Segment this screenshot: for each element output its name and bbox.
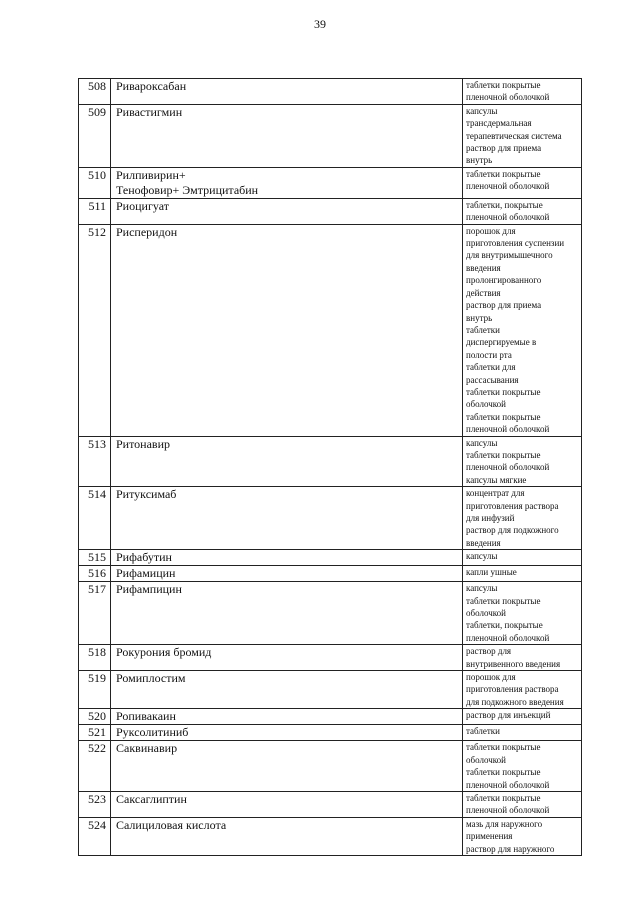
- dosage-form-cell: [463, 79, 582, 105]
- drug-name-line: Саквинавир: [116, 741, 178, 756]
- dosage-form-cell: [463, 224, 582, 436]
- dosage-form-line: таблетки: [466, 324, 501, 335]
- dosage-form-cell: [463, 487, 582, 550]
- dosage-form-line: таблетки покрытые: [466, 386, 541, 397]
- dosage-form-cell: [463, 817, 582, 855]
- dosage-form-cell: [463, 566, 582, 582]
- dosage-form-line: действия: [466, 287, 501, 298]
- drug-name-cell: [111, 791, 463, 817]
- drug-name-cell: [111, 79, 463, 105]
- dosage-form-cell: [463, 104, 582, 167]
- dosage-form-line: диспергируемые в: [466, 337, 537, 348]
- dosage-form-line: капсулы: [466, 583, 498, 594]
- drug-name-line: Ривастигмин: [116, 104, 183, 119]
- table-row: [79, 791, 582, 817]
- dosage-form-cell: [463, 791, 582, 817]
- dosage-form-line: раствор для приема: [466, 300, 542, 311]
- row-number: 521: [79, 725, 111, 741]
- table-row: [79, 741, 582, 792]
- drug-name-line: Рифамицин: [116, 566, 176, 581]
- dosage-form-line: пленочной оболочкой: [466, 779, 550, 790]
- dosage-form-line: пленочной оболочкой: [466, 212, 550, 223]
- dosage-form-cell: [463, 198, 582, 224]
- drug-name-line: Ритуксимаб: [116, 487, 177, 502]
- dosage-form-line: таблетки: [466, 726, 501, 737]
- drug-name-line: Рисперидон: [116, 224, 178, 239]
- dosage-form-line: введения: [466, 537, 501, 548]
- dosage-form-cell: [463, 167, 582, 198]
- row-number: 508: [79, 79, 111, 105]
- dosage-form-cell: [463, 709, 582, 725]
- dosage-form-cell: [463, 582, 582, 645]
- dosage-form-line: раствор для наружного: [466, 843, 555, 854]
- dosage-form-line: для подкожного введения: [466, 696, 564, 707]
- dosage-form-line: приготовления суспензии: [466, 238, 565, 249]
- row-number: 510: [79, 167, 111, 198]
- dosage-form-line: пленочной оболочкой: [466, 632, 550, 643]
- dosage-form-line: таблетки, покрытые: [466, 199, 543, 210]
- drug-table-body: [79, 79, 582, 856]
- drug-name-line: Саксаглиптин: [116, 791, 187, 806]
- drug-name-line: Рифабутин: [116, 550, 172, 565]
- dosage-form-line: для внутримышечного: [466, 250, 553, 261]
- dosage-form-cell: [463, 671, 582, 709]
- dosage-form-cell: [463, 645, 582, 671]
- drug-name-cell: [111, 725, 463, 741]
- dosage-form-line: терапевтическая система: [466, 130, 562, 141]
- dosage-form-line: капсулы: [466, 437, 498, 448]
- drug-name-line: Тенофовир+ Эмтрицитабин: [116, 182, 259, 197]
- table-row: [79, 79, 582, 105]
- drug-table: [78, 78, 582, 856]
- drug-name-cell: [111, 741, 463, 792]
- dosage-form-cell: [463, 436, 582, 487]
- dosage-form-line: раствор для подкожного: [466, 525, 559, 536]
- row-number: 512: [79, 224, 111, 436]
- dosage-form-line: таблетки для: [466, 362, 516, 373]
- dosage-form-line: таблетки покрытые: [466, 742, 541, 753]
- drug-name-cell: [111, 224, 463, 436]
- table-row: [79, 566, 582, 582]
- dosage-form-line: оболочкой: [466, 399, 506, 410]
- dosage-form-line: раствор для: [466, 646, 512, 657]
- row-number: 513: [79, 436, 111, 487]
- table-row: [79, 645, 582, 671]
- drug-name-line: Рилпивирин+: [116, 167, 186, 182]
- dosage-form-line: пленочной оболочкой: [466, 92, 550, 103]
- drug-name-cell: [111, 436, 463, 487]
- dosage-form-line: капсулы мягкие: [466, 474, 527, 485]
- row-number: 520: [79, 709, 111, 725]
- dosage-form-line: приготовления раствора: [466, 500, 559, 511]
- drug-name-cell: [111, 104, 463, 167]
- dosage-form-line: оболочкой: [466, 754, 506, 765]
- row-number: 515: [79, 550, 111, 566]
- drug-name-cell: [111, 645, 463, 671]
- dosage-form-line: пленочной оболочкой: [466, 462, 550, 473]
- dosage-form-line: таблетки покрытые: [466, 168, 541, 179]
- table-row: [79, 436, 582, 487]
- dosage-form-line: внутрь: [466, 312, 493, 323]
- dosage-form-line: раствор для приема: [466, 143, 542, 154]
- drug-name-line: Салициловая кислота: [116, 817, 227, 832]
- dosage-form-line: таблетки покрытые: [466, 595, 541, 606]
- row-number: 523: [79, 791, 111, 817]
- row-number: 509: [79, 104, 111, 167]
- drug-name-line: Ривароксабан: [116, 79, 187, 93]
- dosage-form-line: внутрь: [466, 155, 493, 166]
- drug-name-cell: [111, 487, 463, 550]
- dosage-form-line: оболочкой: [466, 608, 506, 619]
- dosage-form-cell: [463, 725, 582, 741]
- table-row: [79, 709, 582, 725]
- dosage-form-line: порошок для: [466, 225, 516, 236]
- dosage-form-cell: [463, 741, 582, 792]
- table-row: [79, 817, 582, 855]
- dosage-form-line: пленочной оболочкой: [466, 805, 550, 816]
- dosage-form-line: для инфузий: [466, 513, 515, 523]
- dosage-form-line: таблетки покрытые: [466, 792, 541, 803]
- dosage-form-line: введения: [466, 262, 501, 273]
- dosage-form-line: капли ушные: [466, 567, 517, 578]
- row-number: 524: [79, 817, 111, 855]
- drug-name-cell: [111, 709, 463, 725]
- table-row: [79, 198, 582, 224]
- dosage-form-line: пролонгированного: [466, 275, 542, 286]
- drug-name-cell: [111, 582, 463, 645]
- drug-name-cell: [111, 817, 463, 855]
- drug-name-line: Ритонавир: [116, 436, 171, 451]
- dosage-form-line: внутривенного введения: [466, 658, 561, 669]
- dosage-form-line: таблетки покрытые: [466, 80, 541, 90]
- dosage-form-cell: [463, 550, 582, 566]
- row-number: 516: [79, 566, 111, 582]
- row-number: 522: [79, 741, 111, 792]
- row-number: 519: [79, 671, 111, 709]
- dosage-form-line: капсулы: [466, 551, 498, 562]
- drug-name-cell: [111, 198, 463, 224]
- dosage-form-line: таблетки покрытые: [466, 411, 541, 422]
- dosage-form-line: таблетки покрытые: [466, 767, 541, 778]
- table-row: [79, 725, 582, 741]
- row-number: 517: [79, 582, 111, 645]
- table-row: [79, 104, 582, 167]
- dosage-form-line: мазь для наружного: [466, 818, 543, 829]
- row-number: 514: [79, 487, 111, 550]
- table-row: [79, 582, 582, 645]
- table-row: [79, 167, 582, 198]
- dosage-form-line: порошок для: [466, 672, 516, 683]
- table-row: [79, 671, 582, 709]
- dosage-form-line: полости рта: [466, 349, 512, 360]
- dosage-form-line: пленочной оболочкой: [466, 181, 550, 192]
- row-number: 511: [79, 198, 111, 224]
- drug-name-cell: [111, 167, 463, 198]
- table-row: [79, 224, 582, 436]
- drug-name-line: Руксолитиниб: [116, 725, 189, 740]
- drug-name-cell: [111, 566, 463, 582]
- dosage-form-line: концентрат для: [466, 488, 525, 499]
- drug-name-line: Ропивакаин: [116, 709, 176, 724]
- dosage-form-line: трансдермальная: [466, 118, 532, 129]
- drug-name-cell: [111, 550, 463, 566]
- table-row: [79, 487, 582, 550]
- dosage-form-line: раствор для инъекций: [466, 710, 551, 721]
- drug-name-line: Рифампицин: [116, 582, 182, 597]
- drug-name-line: Риоцигуат: [116, 198, 169, 213]
- dosage-form-line: таблетки покрытые: [466, 449, 541, 460]
- page-number: 39: [314, 17, 326, 31]
- drug-name-line: Рокурония бромид: [116, 645, 212, 660]
- table-row: [79, 550, 582, 566]
- dosage-form-line: применения: [466, 831, 513, 842]
- dosage-form-line: таблетки, покрытые: [466, 620, 543, 631]
- dosage-form-line: рассасывания: [466, 374, 519, 385]
- dosage-form-line: приготовления раствора: [466, 684, 559, 695]
- drug-name-line: Ромиплостим: [116, 671, 186, 686]
- dosage-form-line: капсулы: [466, 105, 498, 116]
- drug-name-cell: [111, 671, 463, 709]
- row-number: 518: [79, 645, 111, 671]
- dosage-form-line: пленочной оболочкой: [466, 424, 550, 435]
